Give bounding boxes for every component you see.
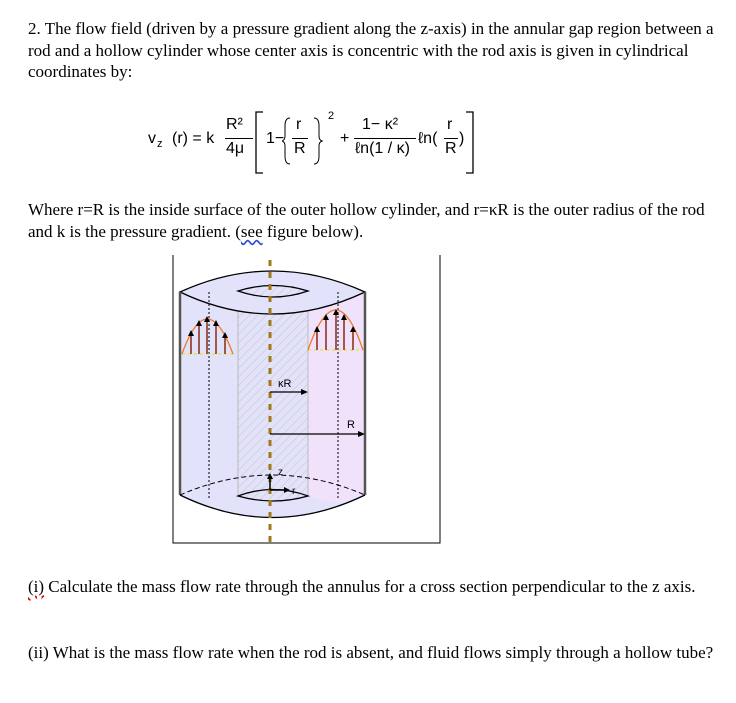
question-i bbox=[28, 576, 718, 598]
eq-frac2-num: 1− κ² bbox=[362, 116, 399, 133]
z-label: z bbox=[278, 467, 283, 478]
right-bracket bbox=[464, 110, 476, 176]
eq-frac1-den: R bbox=[294, 140, 306, 157]
eq-lhs-sub: z bbox=[157, 138, 163, 150]
eq-frac3-den: R bbox=[445, 140, 457, 157]
eq-frac1-num: r bbox=[296, 116, 302, 133]
eq-lhs: v bbox=[148, 130, 156, 147]
eq-lhs-arg: (r) = k bbox=[172, 130, 215, 147]
r-label: r bbox=[292, 486, 296, 497]
eq-log: ℓn( bbox=[418, 130, 438, 147]
eq-exponent: 2 bbox=[328, 110, 335, 122]
eq-coef-den: 4μ bbox=[226, 140, 245, 157]
left-bracket bbox=[253, 110, 265, 176]
R-label: R bbox=[347, 419, 355, 431]
where-paragraph bbox=[28, 199, 718, 242]
eq-close-paren: ) bbox=[459, 130, 465, 147]
where-text: Where r=R is the inside surface of the outer hollow cylinder, and r=κR is the outer radius of the rod and k is the pressure gradient. ( bbox=[28, 200, 705, 241]
problem-intro: 2. The flow field (driven by a pressure gradient along the z-axis) in the annular gap region between a rod and a hollow cylinder whose center axis is concentric with the rod axis is given in cylindrical coordinates by: bbox=[28, 19, 714, 81]
where-text-end: figure below). bbox=[262, 221, 364, 241]
eq-one-minus: 1− bbox=[266, 130, 285, 147]
eq-coef-num: R² bbox=[226, 116, 243, 133]
eq-frac3-num: r bbox=[447, 116, 453, 133]
eq-frac2-den: ℓn(1 / κ) bbox=[355, 140, 410, 157]
kR-label: κR bbox=[278, 378, 292, 390]
question-i-text: Calculate the mass flow rate through the annulus for a cross section perpendicular to the z axis. bbox=[44, 577, 696, 596]
question-i-marker: (i) bbox=[28, 577, 45, 596]
question-ii: (ii) What is the mass flow rate when the rod is absent, and fluid flows simply through a hollow tube? bbox=[28, 643, 714, 662]
eq-plus: + bbox=[340, 130, 350, 147]
see-link-text: see bbox=[240, 221, 263, 241]
annulus-figure bbox=[170, 250, 445, 545]
